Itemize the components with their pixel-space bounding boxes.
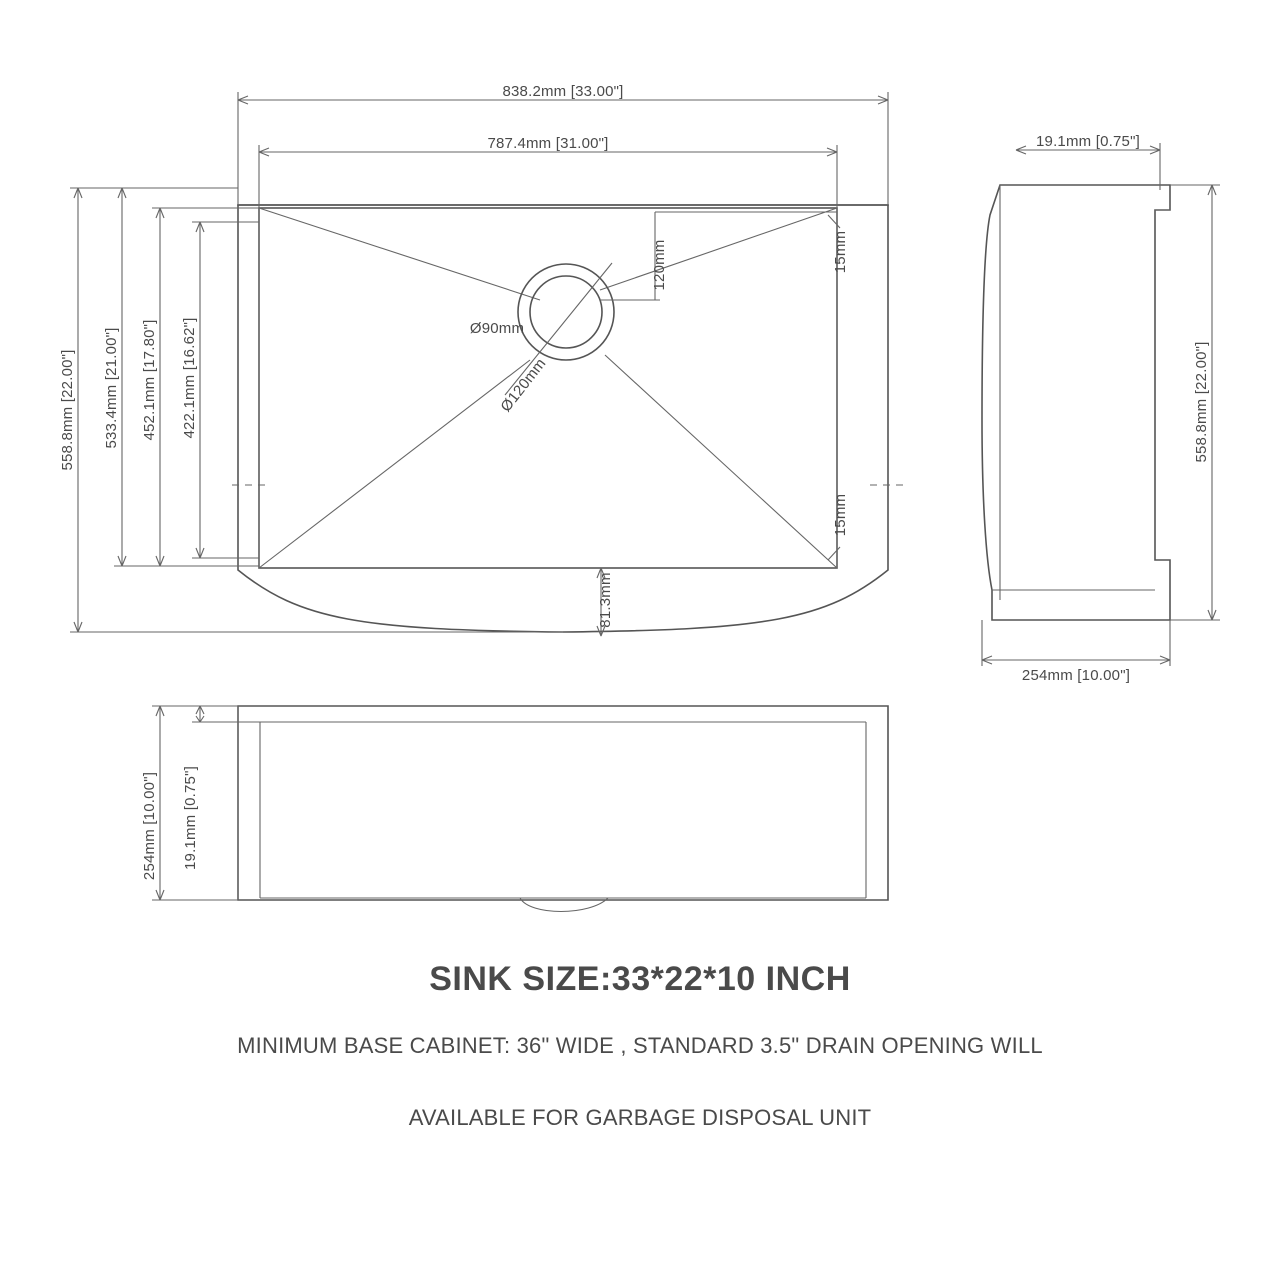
corner-radius-tick-tr bbox=[828, 215, 840, 228]
cabinet-note-line-2: AVAILABLE FOR GARBAGE DISPOSAL UNIT bbox=[408, 1105, 872, 1130]
cabinet-note-line-1: MINIMUM BASE CABINET: 36" WIDE , STANDARD 3.5" DRAIN OPENING WILL bbox=[237, 1033, 1043, 1058]
dim-558-text: 558.8mm [22.00"] bbox=[59, 349, 76, 471]
dim-side-height-text: 558.8mm [22.00"] bbox=[1193, 341, 1210, 463]
drain-offset-label: 120mm bbox=[651, 239, 668, 291]
bowl-slope-br bbox=[605, 355, 837, 568]
dim-422-text: 422.1mm [16.62"] bbox=[181, 317, 198, 439]
side-view-outline bbox=[982, 185, 1170, 620]
dim-overall-width-text: 838.2mm [33.00"] bbox=[502, 83, 624, 100]
drain-inner-label: Ø90mm bbox=[469, 320, 525, 337]
drain-outer-label: Ø120mm bbox=[497, 355, 550, 416]
dim-front-254-text: 254mm [10.00"] bbox=[141, 771, 158, 881]
sink-size-headline: SINK SIZE:33*22*10 INCH bbox=[429, 960, 851, 998]
dim-19-text: 19.1mm [0.75"] bbox=[1035, 133, 1141, 150]
bowl-slope-tr bbox=[600, 208, 837, 290]
dim-side-depth-text: 254mm [10.00"] bbox=[1021, 667, 1131, 684]
drain-inner-circle bbox=[530, 276, 602, 348]
dim-452-text: 452.1mm [17.80"] bbox=[141, 319, 158, 441]
front-view bbox=[141, 706, 888, 912]
corner-radius-tick-br bbox=[828, 547, 840, 560]
top-view-bowl bbox=[259, 208, 837, 568]
front-view-outline bbox=[238, 706, 888, 900]
bowl-slope-tl bbox=[259, 208, 540, 300]
dim-533-text: 533.4mm [21.00"] bbox=[103, 327, 120, 449]
bowl-slope-bl bbox=[259, 360, 530, 568]
top-view bbox=[59, 83, 906, 636]
corner-radius-top-label: 15mm bbox=[832, 230, 849, 274]
dim-81-text: 81.3mm bbox=[597, 572, 614, 628]
dim-bowl-width-text: 787.4mm [31.00"] bbox=[487, 135, 609, 152]
corner-radius-bottom-label: 15mm bbox=[832, 493, 849, 537]
caption-block bbox=[0, 960, 1280, 1131]
side-view bbox=[982, 133, 1220, 684]
dim-front-19-text: 19.1mm [0.75"] bbox=[182, 765, 199, 871]
